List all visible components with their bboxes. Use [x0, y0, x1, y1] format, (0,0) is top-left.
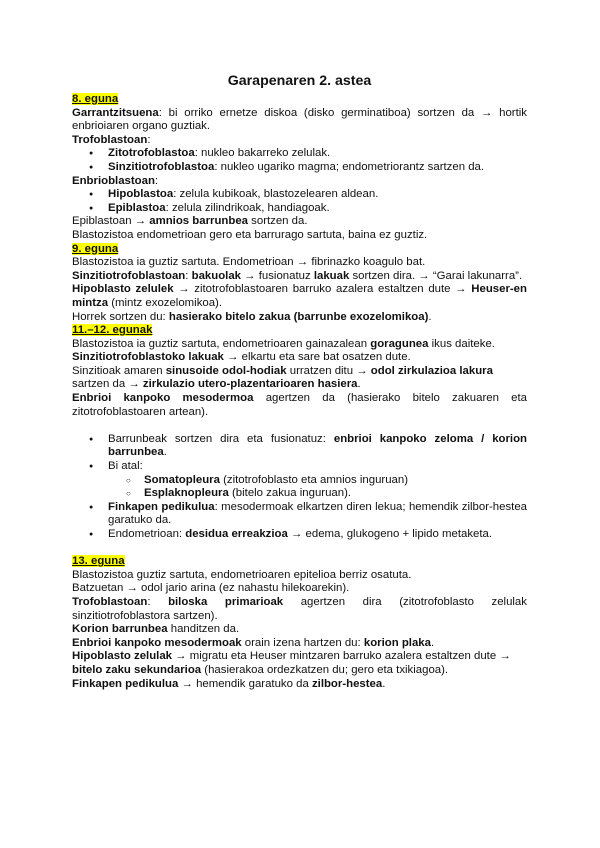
day11-sub-list — [108, 474, 527, 501]
day13-line6: Hipoblasto zelulak → migratu eta Heuser mintzaren barruko azalera estaltzen dute → bitelo zaku sekundarioa (hasierakoa ordezkatzen du; gero eta txikiagoa). — [72, 650, 511, 676]
day8-heading — [72, 93, 527, 107]
day9-line4: Horrek sortzen du: hasierako bitelo zakua (barrunbe exozelomikoa). — [72, 310, 432, 323]
day13-line7: Finkapen pedikulua → hemendik garatuko da zilbor-hestea. — [72, 677, 386, 690]
day13-heading-text: 13. eguna — [72, 555, 125, 568]
list-item: ● Endometrioan: desidua erreakzioa → edema, glukogeno + lipido metaketa. — [72, 528, 527, 542]
list-item: ○ Somatopleura (zitotrofoblasto eta amnios inguruan) — [108, 474, 527, 488]
day11-line3: Sinzitioak amaren sinusoide odol-hodiak urratzen ditu → odol zirkulazioa lakura sartzen da → zirkulazio utero-plazentarioaren hasiera. — [72, 364, 493, 391]
list-item: ● Hipoblastoa: zelula kubikoak, blastozelearen aldean. — [72, 188, 527, 202]
day9-line1: Blastozistoa ia guztiz sartuta. Endometrioan → fibrinazko koagulo bat. — [72, 256, 426, 269]
day8-epiblastoan: Epiblastoan → amnios barrunbea sortzen da. — [72, 215, 308, 228]
day13-line2: Batzuetan → odol jario arina (ez nahastu hilekoarekin). — [72, 582, 350, 595]
day8-blastozistoa: Blastozistoa endometrioan gero eta barrurago sartuta, baina ez guztiz. — [72, 228, 428, 241]
day8-heading-text: 8. eguna — [72, 93, 119, 105]
day9-line3: Hipoblasto zelulek → zitotrofoblastoaren barruko azalera estaltzen dute → Heuser-en mintza (mintz exozelomikoa). — [72, 283, 527, 309]
day9-line2: Sinzitiotrofoblastoan: bakuolak → fusionatuz lakuak sortzen dira. → “Garai lakunarra”. — [72, 269, 523, 282]
list-item: ● Epiblastoa: zelula zilindrikoak, handiagoak. — [72, 202, 527, 216]
list-item: ○ Esplaknopleura (bitelo zakua inguruan). — [108, 487, 527, 501]
day8-garrantzitsuena: Garrantzitsuena: bi orriko ernetze diskoa (disko germinatiboa) sortzen da → hortik enbrioiaren organo guztiak. — [72, 106, 527, 133]
day11-heading — [72, 324, 527, 338]
day8-trofoblast-list — [72, 147, 527, 174]
list-item: ● Finkapen pedikulua: mesodermoak elkartzen diren lekua; hemendik zilbor-hestea garatuko da. — [72, 501, 527, 528]
day9-heading — [72, 243, 527, 257]
list-item: ● Zitotrofoblastoa: nukleo bakarreko zelulak. — [72, 147, 527, 161]
day11-line2: Sinzitiotrofoblastoko lakuak → elkartu eta sare bat osatzen dute. — [72, 351, 411, 364]
day11-heading-text: 11.–12. egunak — [72, 324, 153, 337]
day8-enbrioblastoan-label: Enbrioblastoan: — [72, 174, 159, 187]
day8-trofoblastoan-label: Trofoblastoan: — [72, 133, 151, 146]
day13-line5: Enbrioi kanpoko mesodermoak orain izena hartzen du: korion plaka. — [72, 636, 435, 649]
list-item: ● Bi atal: ○ Somatopleura (zitotrofoblasto eta amnios inguruan) ○ Esplaknopleura (bitelo zakua inguruan). — [72, 460, 527, 501]
page-title: Garapenaren 2. astea — [227, 73, 372, 89]
day13-heading — [72, 555, 527, 569]
list-item: ● Sinzitiotrofoblastoa: nukleo ugariko magma; endometriorantz sartzen da. — [72, 161, 527, 175]
day13-line3: Trofoblastoan: biloska primarioak agertzen dira (zitotrofoblasto zelulak sinzitiotrofoblastora sartzen). — [72, 595, 527, 622]
list-item: ● Barrunbeak sortzen dira eta fusionatuz: enbrioi kanpoko zeloma / korion barrunbea. — [72, 433, 527, 460]
day11-bullet-list — [72, 433, 527, 542]
day13-line4: Korion barrunbea handitzen da. — [72, 623, 240, 636]
day11-line1: Blastozistoa ia guztiz sartuta, endometrioaren gainazalean goragunea ikus daiteke. — [72, 337, 495, 350]
day13-line1: Blastozistoa guztiz sartuta, endometrioaren epitelioa berriz osatuta. — [72, 568, 412, 581]
document-page — [72, 72, 527, 691]
day11-line4: Enbrioi kanpoko mesodermoa agertzen da (hasierako bitelo zakuaren eta zitotrofoblastoaren artean). — [72, 392, 527, 418]
day8-enbrioblast-list — [72, 188, 527, 215]
day9-heading-text: 9. eguna — [72, 242, 119, 255]
